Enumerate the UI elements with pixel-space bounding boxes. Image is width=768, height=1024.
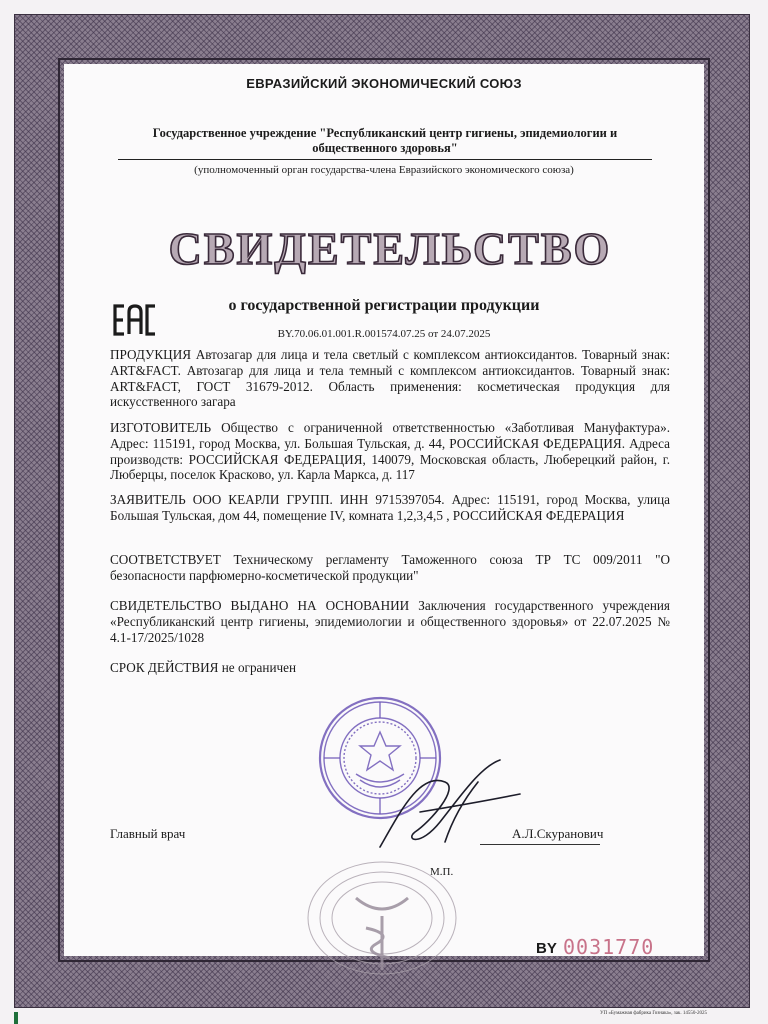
certificate-subtitle: о государственной регистрации продукции xyxy=(228,297,540,314)
applicant-label: ЗАЯВИТЕЛЬ xyxy=(110,492,186,507)
conformity-section xyxy=(110,552,670,584)
caduceus-watermark-icon xyxy=(304,858,460,978)
validity-label: СРОК ДЕЙСТВИЯ xyxy=(110,660,219,675)
basis-section xyxy=(110,598,670,645)
basis-label: СВИДЕТЕЛЬСТВО ВЫДАНО НА ОСНОВАНИИ xyxy=(110,598,410,613)
registration-number: BY.70.06.01.001.R.001574.07.25 от 24.07.2025 xyxy=(277,328,491,340)
certificate-title xyxy=(168,218,612,278)
serial-number: 0031770 xyxy=(563,935,655,959)
manufacturer-section xyxy=(110,420,670,483)
validity-text: не ограничен xyxy=(218,660,297,675)
applicant-section xyxy=(110,492,670,524)
authority-note: (уполномоченный орган государства-члена Евразийского экономического союза) xyxy=(194,164,574,176)
basis-text: Заключения государственного учреждения «Республиканский центр гигиены, эпидемиологии и общественного здоровья» от 22.07.2025 № 4.1-17/2025/1028 xyxy=(110,598,670,645)
institution-name: Государственное учреждение "Республиканский центр гигиены, эпидемиологии и общественного здоровья" xyxy=(152,126,618,155)
conformity-text: Техническому регламенту Таможенного союза ТР ТС 009/2011 "О безопасности парфюмерно-косметической продукции" xyxy=(110,552,670,583)
product-section xyxy=(110,347,670,410)
manufacturer-text: Общество с ограниченной ответственностью «Заботливая Мануфактура». Адрес: 115191, город Москва, ул. Большая Тульская, д. 44, РОССИЙСКАЯ ФЕДЕРАЦИЯ. Адреса производств: РОССИЙСКАЯ ФЕДЕРАЦИЯ, 140079, Московская область, Люберецкий район, г. Люберцы, поселок Красково, ул. Карла Маркса, д. 117 xyxy=(110,420,670,483)
institution-underline xyxy=(118,159,652,160)
signer-position: Главный врач xyxy=(110,826,186,841)
product-label: ПРОДУКЦИЯ xyxy=(110,347,192,362)
seal-place-label: М.П. xyxy=(430,866,454,878)
product-text: Автозагар для лица и тела светлый с комплексом антиоксидантов. Товарный знак: ART&FACT. Автозагар для лица и тела темный с комплексом антиоксидантов. Товарный знак: ART&FACT, ГОСТ 31679-2012. Область применения: косметическая продукция для искусственного загара xyxy=(110,347,670,410)
conformity-label: СООТВЕТСТВУЕТ xyxy=(110,552,221,567)
applicant-text: ООО КЕАРЛИ ГРУПП. ИНН 9715397054. Адрес: 115191, город Москва, улица Большая Тульская, дом 44, помещение IV, комната 1,2,3,4,5 , РОССИЙСКАЯ ФЕДЕРАЦИЯ xyxy=(110,492,670,523)
manufacturer-label: ИЗГОТОВИТЕЛЬ xyxy=(110,420,212,435)
edge-mark xyxy=(14,1012,18,1024)
certificate-title-text: СВИДЕТЕЛЬСТВО xyxy=(168,223,612,274)
signer-name: А.Л.Скуранович xyxy=(512,826,604,841)
handwritten-signature xyxy=(360,752,530,862)
printer-note: УП «Бумажная фабрика Гознака», зак. 14550-2025 xyxy=(600,1011,708,1016)
serial-prefix: BY xyxy=(536,940,557,957)
validity-section xyxy=(110,660,670,676)
union-heading: ЕВРАЗИЙСКИЙ ЭКОНОМИЧЕСКИЙ СОЮЗ xyxy=(246,76,522,91)
signature-line xyxy=(480,844,600,845)
